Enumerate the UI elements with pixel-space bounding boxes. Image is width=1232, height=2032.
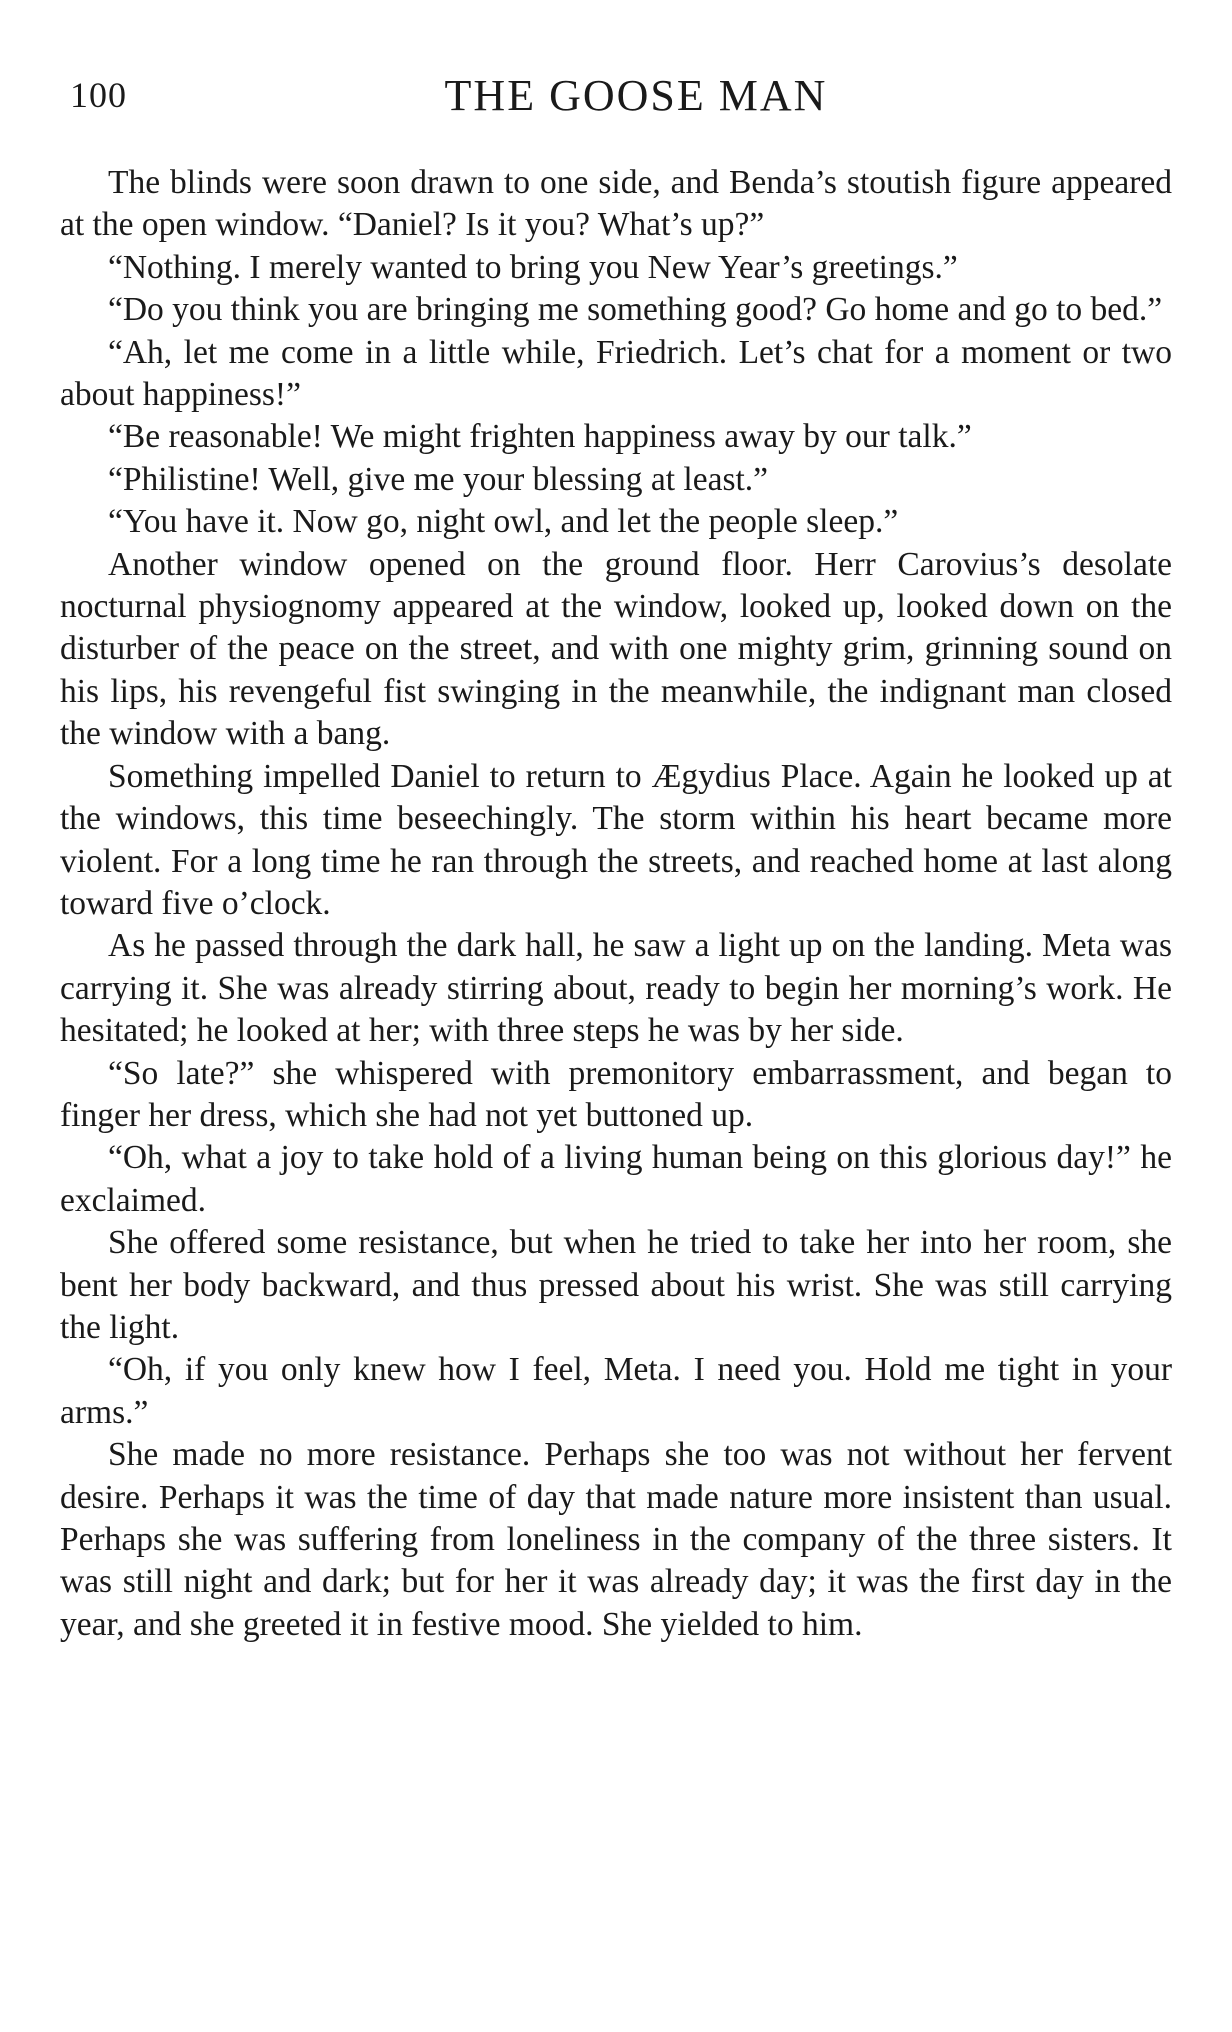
paragraph: As he passed through the dark hall, he saw a light up on the landing. Meta was carrying it. She was already stirring about, ready to begin her morning’s work. He hesitated; he looked at her; with three steps he was by her side. <box>60 927 1172 1050</box>
paragraph: Another window opened on the ground floor. Herr Carovius’s desolate nocturnal physiognomy appeared at the window, looked up, looked down on the disturber of the peace on the street, and with one mighty grim, grinning sound on his lips, his revengeful fist swinging in the meanwhile, the indignant man closed the window with a bang. <box>60 545 1172 753</box>
book-page <box>60 70 1172 1646</box>
body-text <box>60 162 1172 1646</box>
page-number: 100 <box>70 75 127 115</box>
paragraph: “So late?” she whispered with premonitory embarrassment, and began to finger her dress, which she had not yet buttoned up. <box>60 1054 1172 1134</box>
paragraph: “Ah, let me come in a little while, Friedrich. Let’s chat for a moment or two about happiness!” <box>60 333 1172 414</box>
paragraph: “Philistine! Well, give me your blessing at least.” <box>108 460 769 498</box>
paragraph: “Oh, what a joy to take hold of a living human being on this glorious day!” he exclaimed. <box>60 1139 1172 1219</box>
paragraph: “You have it. Now go, night owl, and let the people sleep.” <box>108 503 899 541</box>
paragraph: She made no more resistance. Perhaps she too was not without her fervent desire. Perhaps it was the time of day that made nature more insistent than usual. Perhaps she was suffering from loneliness in the company of the three sisters. It was still night and dark; but for her it was already day; it was the first day in the year, and she greeted it in festive mood. She yielded to him. <box>60 1436 1172 1643</box>
paragraph: “Be reasonable! We might frighten happiness away by our talk.” <box>108 418 972 456</box>
paragraph: “Do you think you are bringing me something good? Go home and go to bed.” <box>108 291 1163 329</box>
paragraph: She offered some resistance, but when he tried to take her into her room, she bent her body backward, and thus pressed about his wrist. She was still carrying the light. <box>60 1224 1172 1346</box>
paragraph: “Nothing. I merely wanted to bring you New Year’s greetings.” <box>108 248 958 286</box>
paragraph: Something impelled Daniel to return to Ægydius Place. Again he looked up at the windows, this time beseechingly. The storm within his heart became more violent. For a long time he ran through the streets, and reached home at last along toward five o’clock. <box>60 757 1172 922</box>
page-header <box>60 70 1172 130</box>
running-head: THE GOOSE MAN <box>444 71 828 120</box>
paragraph: “Oh, if you only knew how I feel, Meta. I need you. Hold me tight in your arms.” <box>60 1351 1172 1431</box>
paragraph: The blinds were soon drawn to one side, and Benda’s stoutish figure appeared at the open window. “Daniel? Is it you? What’s up?” <box>60 164 1172 244</box>
